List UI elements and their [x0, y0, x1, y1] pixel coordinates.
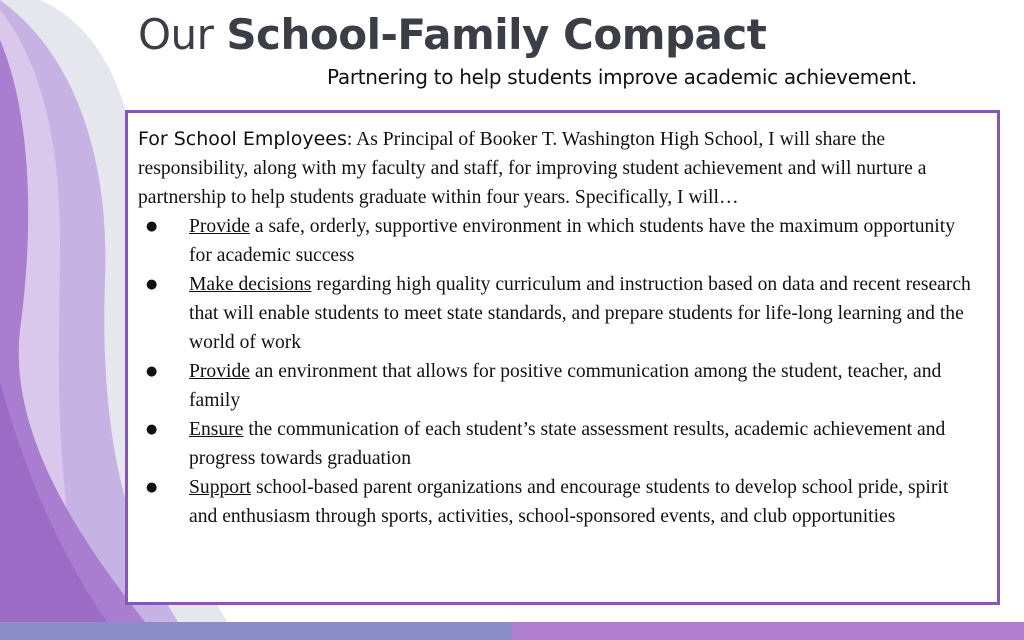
pledge-item	[138, 212, 981, 270]
bullet-icon: ●	[146, 364, 158, 379]
pledge-keyword: Support	[189, 477, 252, 498]
compact-lead-label: For School Employees	[138, 128, 347, 150]
title-bold-text: School-Family Compact	[226, 10, 767, 59]
bottom-band-left	[0, 622, 512, 640]
pledge-text: an environment that allows for positive communication among the student, teacher, and family	[189, 361, 942, 411]
bottom-band-right	[512, 622, 1024, 640]
pledge-text: a safe, orderly, supportive environment in which students have the maximum opportunity for academic success	[189, 216, 955, 266]
bullet-icon: ●	[146, 277, 158, 292]
pledge-item	[138, 270, 981, 357]
title-light-text: Our	[138, 10, 214, 59]
compact-content-box	[125, 110, 1000, 605]
pledge-item	[138, 473, 981, 531]
pledge-item	[138, 415, 981, 473]
pledge-text: school-based parent organizations and encourage students to develop school pride, spirit and enthusiasm through sports, activities, school-sponsored events, and club opportunities	[189, 477, 949, 527]
pledge-keyword: Make decisions	[189, 274, 312, 295]
pledge-text: the communication of each student’s state assessment results, academic achievement and progress towards graduation	[189, 419, 946, 469]
pledge-text: regarding high quality curriculum and instruction based on data and recent research that will enable students to meet state standards, and prepare students for life-long learning and the world of work	[189, 274, 971, 353]
pledge-keyword: Provide	[189, 361, 250, 382]
pledge-list	[138, 212, 981, 531]
page-title	[138, 10, 766, 59]
pledge-keyword: Ensure	[189, 419, 244, 440]
bullet-icon: ●	[146, 480, 158, 495]
compact-intro-text: : As Principal of Booker T. Washington High School, I will share the responsibility, along with my faculty and staff, for improving student achievement and will nurture a partnership to help students graduate within four years. Specifically, I will…	[138, 129, 927, 208]
pledge-keyword: Provide	[189, 216, 250, 237]
bullet-icon: ●	[146, 422, 158, 437]
bullet-icon: ●	[146, 219, 158, 234]
compact-intro	[138, 125, 981, 212]
pledge-item	[138, 357, 981, 415]
page-subtitle: Partnering to help students improve academic achievement.	[327, 65, 917, 89]
